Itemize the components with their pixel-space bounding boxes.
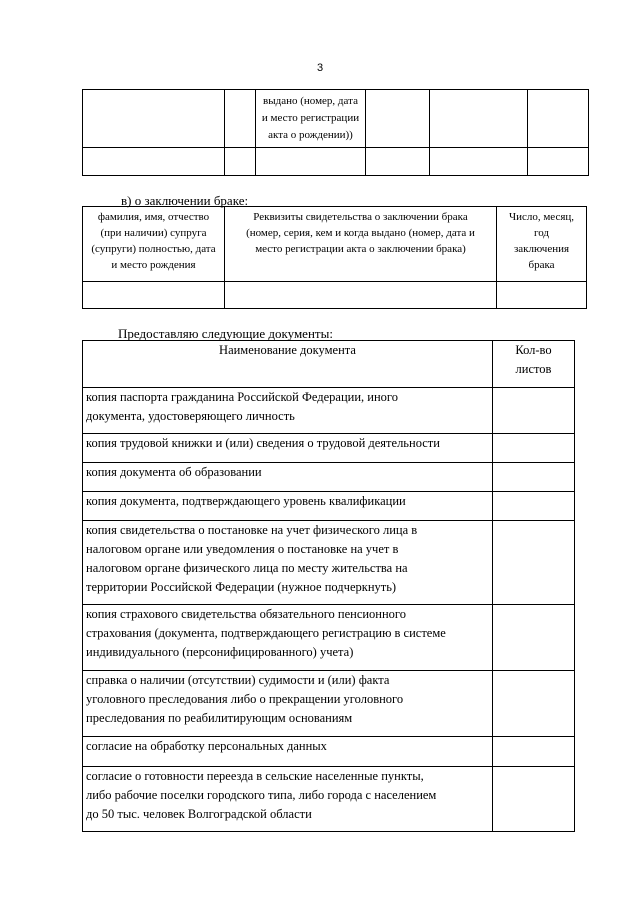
documents-section-label: Предоставляю следующие документы: bbox=[118, 326, 333, 341]
marriage-table bbox=[82, 206, 587, 309]
table-cell[interactable] bbox=[225, 148, 256, 176]
birth-certificate-details-header: выдано (номер, дата и место регистрации акта о рождении)) bbox=[256, 90, 366, 148]
marriage-date-header: Число, месяц, год заключения брака bbox=[497, 207, 587, 282]
document-row-qualification: копия документа, подтверждающего уровень квалификации bbox=[83, 492, 493, 521]
document-row-criminal-record: справка о наличии (отсутствии) судимости и (или) факта уголовного преследования либо о прекращении уголовного преследования по реабилитирующим основаниям bbox=[83, 671, 493, 737]
children-info-table bbox=[82, 89, 589, 176]
sheet-count-cell[interactable] bbox=[493, 492, 575, 521]
sheet-count-header: Кол-во листов bbox=[493, 341, 575, 388]
marriage-section-label: в) о заключении браке: bbox=[121, 193, 249, 208]
table-cell[interactable] bbox=[225, 282, 497, 309]
document-row-tax-registration: копия свидетельства о постановке на учет физического лица в налоговом органе или уведомления о постановке на учет в налоговом органе физического лица по месту жительства на территории Российской Федерации (нужное подчеркнуть) bbox=[83, 521, 493, 605]
document-row-personal-data-consent: согласие на обработку персональных данных bbox=[83, 737, 493, 767]
table-cell[interactable] bbox=[366, 148, 430, 176]
document-row-relocation-consent: согласие о готовности переезда в сельские населенные пункты, либо рабочие поселки городского типа, либо города с населением до 50 тыс. человек Волгоградской области bbox=[83, 767, 493, 832]
documents-table bbox=[82, 340, 575, 832]
document-row-passport: копия паспорта гражданина Российской Федерации, иного документа, удостоверяющего личность bbox=[83, 388, 493, 434]
sheet-count-cell[interactable] bbox=[493, 605, 575, 671]
table-cell[interactable] bbox=[497, 282, 587, 309]
table-cell[interactable] bbox=[83, 148, 225, 176]
table-cell[interactable] bbox=[366, 90, 430, 148]
sheet-count-cell[interactable] bbox=[493, 388, 575, 434]
sheet-count-cell[interactable] bbox=[493, 521, 575, 605]
table-cell[interactable] bbox=[430, 148, 528, 176]
table-cell[interactable] bbox=[528, 90, 589, 148]
sheet-count-cell[interactable] bbox=[493, 671, 575, 737]
marriage-certificate-header: Реквизиты свидетельства о заключении брака (номер, серия, кем и когда выдано (номер, дата и место регистрации акта о заключении брака) bbox=[225, 207, 497, 282]
table-cell[interactable] bbox=[256, 148, 366, 176]
sheet-count-cell[interactable] bbox=[493, 434, 575, 463]
table-cell[interactable] bbox=[528, 148, 589, 176]
document-name-header: Наименование документа bbox=[83, 341, 493, 388]
sheet-count-cell[interactable] bbox=[493, 767, 575, 832]
table-cell[interactable] bbox=[225, 90, 256, 148]
table-cell[interactable] bbox=[83, 282, 225, 309]
sheet-count-cell[interactable] bbox=[493, 737, 575, 767]
spouse-name-header: фамилия, имя, отчество (при наличии) супруга (супруги) полностью, дата и место рождения bbox=[83, 207, 225, 282]
table-cell[interactable] bbox=[83, 90, 225, 148]
document-row-pension-insurance: копия страхового свидетельства обязательного пенсионного страхования (документа, подтверждающего регистрацию в системе индивидуального (персонифицированного) учета) bbox=[83, 605, 493, 671]
table-cell[interactable] bbox=[430, 90, 528, 148]
page-number: 3 bbox=[316, 62, 324, 74]
document-row-education: копия документа об образовании bbox=[83, 463, 493, 492]
sheet-count-cell[interactable] bbox=[493, 463, 575, 492]
document-row-work-record: копия трудовой книжки и (или) сведения о трудовой деятельности bbox=[83, 434, 493, 463]
